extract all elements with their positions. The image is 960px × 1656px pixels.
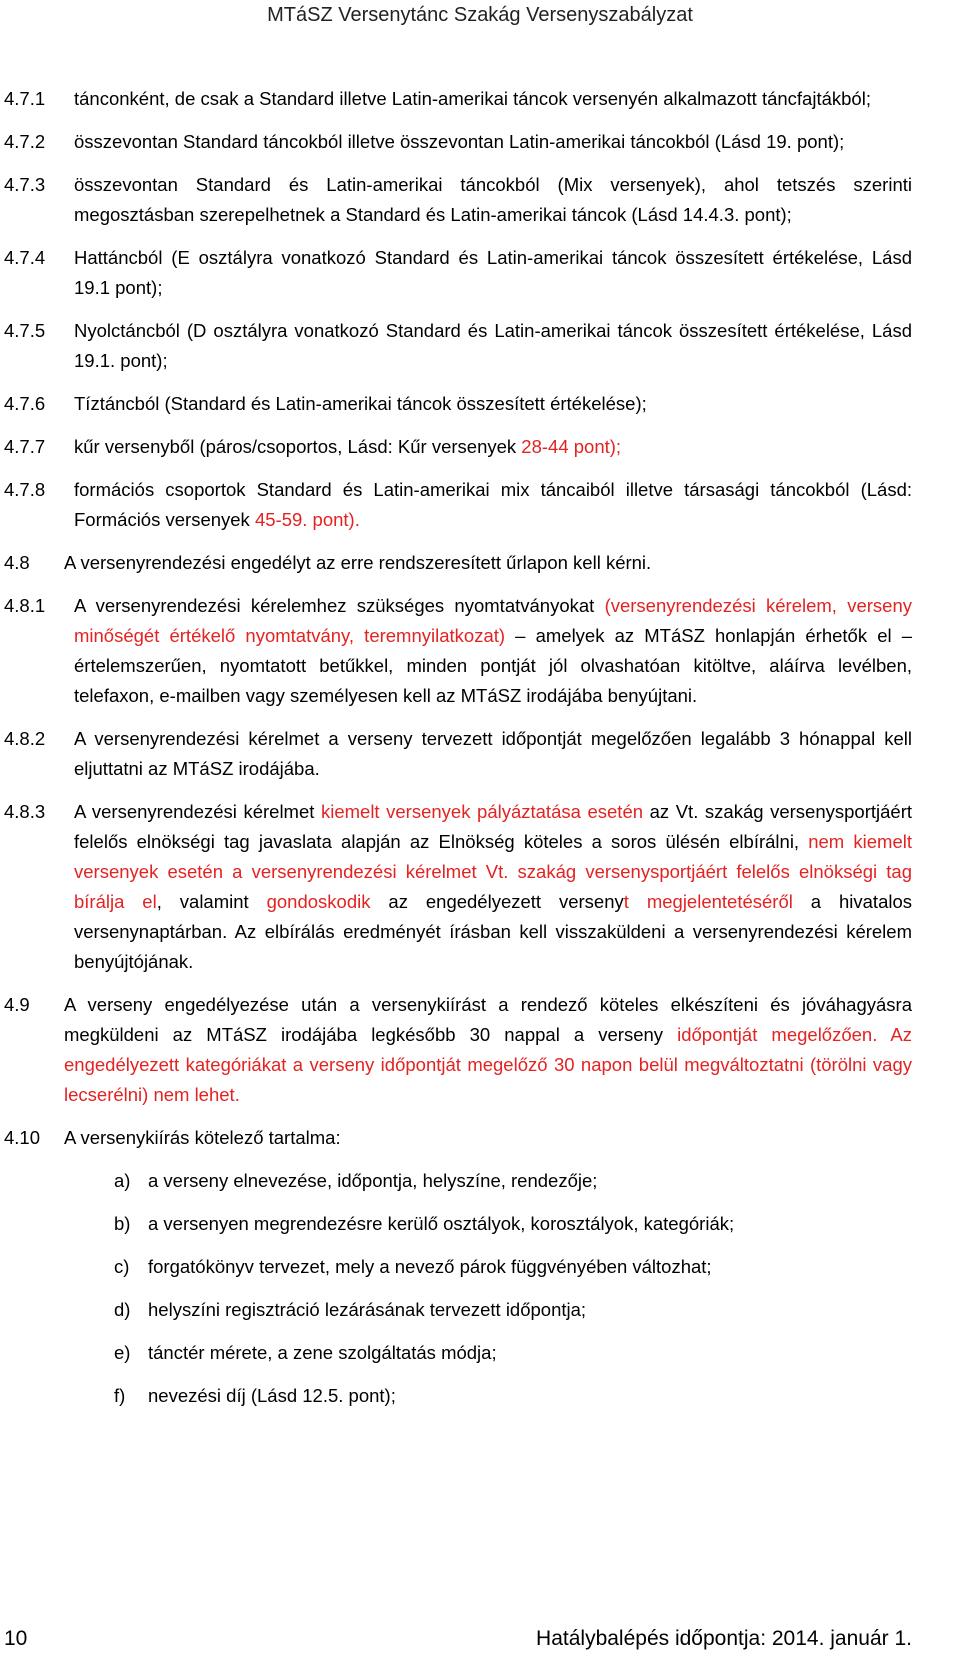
section-text: tánconként, de csak a Standard illetve Latin-amerikai táncok versenyén alkalmazott táncfajtákból; xyxy=(74,88,871,109)
document-title: MTáSZ Versenytánc Szakág Versenyszabályzat xyxy=(267,4,693,26)
list-item xyxy=(0,1166,960,1196)
list-letter: d) xyxy=(114,1299,131,1320)
section-number: 4.8.2 xyxy=(4,728,46,749)
text-part: a hivatalos versenynaptárban. Az elbírálás eredményét írásban kell visszaküldeni a versenyrendezési kérelem benyújtójának. xyxy=(74,891,913,972)
section-number: 4.7.5 xyxy=(4,320,46,341)
text-part: kűr versenyből (páros/csoportos, Lásd: Kűr versenyek xyxy=(74,436,522,457)
paragraph-4-7-2 xyxy=(0,127,960,157)
list-text: a versenyen megrendezésre kerülő osztályok, korosztályok, kategóriák; xyxy=(148,1213,735,1234)
section-text: Nyolctáncból (D osztályra vonatkozó Standard és Latin-amerikai táncok összesített értékelése, Lásd 19.1. pont); xyxy=(74,320,912,371)
list-text: a verseny elnevezése, időpontja, helyszíne, rendezője; xyxy=(148,1170,598,1191)
section-number: 4.8.3 xyxy=(4,801,46,822)
list-letter: e) xyxy=(114,1342,131,1363)
section-number: 4.10 xyxy=(4,1127,41,1148)
section-text xyxy=(74,432,912,462)
section-text: A versenyrendezési engedélyt az erre rendszeresített űrlapon kell kérni. xyxy=(64,552,652,573)
list-item xyxy=(0,1338,960,1368)
highlighted-reference: 45-59. pont). xyxy=(254,509,360,530)
paragraph-4-8 xyxy=(0,548,960,578)
highlighted-text: (versenyrendezési kérelem, verseny minőségét értékelő nyomtatvány, teremnyilatkozat) xyxy=(74,595,912,646)
section-number: 4.7.4 xyxy=(4,247,46,268)
section-text: Hattáncból (E osztályra vonatkozó Standard és Latin-amerikai táncok összesített értékelése, Lásd 19.1 pont); xyxy=(74,247,912,298)
section-number: 4.7.6 xyxy=(4,393,46,414)
section-text: összevontan Standard és Latin-amerikai táncokból (Mix versenyek), ahol tetszés szerinti megosztásban szerepelhetnek a Standard és Latin-amerikai táncok (Lásd 14.4.3. pont); xyxy=(74,174,912,225)
paragraph-4-8-2 xyxy=(0,724,960,784)
list-item xyxy=(0,1381,960,1411)
section-number: 4.8.1 xyxy=(4,595,46,616)
text-part: , valamint xyxy=(156,891,267,912)
section-number: 4.7.1 xyxy=(4,88,46,109)
required-content-list xyxy=(0,1166,960,1411)
paragraph-4-8-3 xyxy=(0,797,960,977)
list-letter: c) xyxy=(114,1256,130,1277)
paragraph-4-7-4 xyxy=(0,243,960,303)
section-number: 4.9 xyxy=(4,994,30,1015)
highlighted-text: kiemelt versenyek pályáztatása esetén xyxy=(320,801,644,822)
text-part: az Vt. szakág versenysportjáért felelős elnökségi tag javaslata alapján az Elnökség köteles a soros ülésén elbírálni, xyxy=(74,801,912,852)
highlighted-text: nem kiemelt versenyek esetén a versenyrendezési kérelmet Vt. szakág versenysportjáért felelős elnökségi tag bírálja el xyxy=(74,831,912,912)
text-part: A versenyrendezési kérelmet xyxy=(74,801,321,822)
section-text xyxy=(74,475,912,535)
page-number: 10 xyxy=(4,1627,28,1650)
list-letter: b) xyxy=(114,1213,131,1234)
section-text: összevontan Standard táncokból illetve összevontan Latin-amerikai táncokból (Lásd 19. pont); xyxy=(74,131,845,152)
list-text: forgatókönyv tervezet, mely a nevező párok függvényében változhat; xyxy=(148,1256,712,1277)
section-text xyxy=(74,591,912,711)
paragraph-4-7-1 xyxy=(0,84,960,114)
text-part: A verseny engedélyezése után a versenykiírást a rendező köteles elkészíteni és jóváhagyásra megküldeni az MTáSZ irodájába legkésőbb 30 nappal a verseny xyxy=(64,994,912,1045)
section-number: 4.8 xyxy=(4,552,30,573)
text-part: A versenyrendezési kérelemhez szükséges nyomtatványokat xyxy=(74,595,605,616)
list-text: helyszíni regisztráció lezárásának tervezett időpontja; xyxy=(148,1299,587,1320)
text-part: formációs csoportok Standard és Latin-amerikai mix táncaiból illetve társasági táncokból (Lásd: Formációs versenyek xyxy=(74,479,912,530)
text-part: – amelyek az MTáSZ honlapján érhetők el – értelemszerűen, nyomtatott betűkkel, minden pontját jól olvashatóan kitöltve, aláírva levélben, telefaxon, e-mailben vagy személyesen kell az MTáSZ irodájába benyújtani. xyxy=(74,625,912,706)
document-body xyxy=(0,84,960,1424)
paragraph-4-9 xyxy=(0,990,960,1110)
section-number: 4.7.2 xyxy=(4,131,46,152)
list-letter: f) xyxy=(114,1385,126,1406)
section-text xyxy=(74,797,912,977)
list-text: tánctér mérete, a zene szolgáltatás módja; xyxy=(148,1342,497,1363)
section-number: 4.7.8 xyxy=(4,479,46,500)
paragraph-4-7-8 xyxy=(0,475,960,535)
highlighted-reference: 28-44 pont); xyxy=(521,436,622,457)
paragraph-4-7-3 xyxy=(0,170,960,230)
highlighted-text: t megjelentetéséről xyxy=(623,891,793,912)
highlighted-text: gondoskodik xyxy=(266,891,371,912)
paragraph-4-8-1 xyxy=(0,591,960,711)
list-item xyxy=(0,1252,960,1282)
paragraph-4-7-6 xyxy=(0,389,960,419)
section-number: 4.7.3 xyxy=(4,174,46,195)
paragraph-4-7-5 xyxy=(0,316,960,376)
list-letter: a) xyxy=(114,1170,131,1191)
section-text: Tíztáncból (Standard és Latin-amerikai táncok összesített értékelése); xyxy=(74,393,647,414)
highlighted-text: időpontját megelőzően. Az engedélyezett kategóriákat a verseny időpontját megelőző 30 napon belül megváltoztatni (törölni vagy lecserélni) nem lehet. xyxy=(64,1024,912,1105)
text-part: az engedélyezett verseny xyxy=(370,891,624,912)
list-item xyxy=(0,1209,960,1239)
page-footer xyxy=(0,1624,960,1654)
effective-date: Hatálybalépés időpontja: 2014. január 1. xyxy=(536,1627,912,1650)
paragraph-4-7-7 xyxy=(0,432,960,462)
paragraph-4-10 xyxy=(0,1123,960,1153)
list-text: nevezési díj (Lásd 12.5. pont); xyxy=(148,1385,396,1406)
section-text: A versenyrendezési kérelmet a verseny tervezett időpontját megelőzően legalább 3 hónappal kell eljuttatni az MTáSZ irodájába. xyxy=(74,728,912,779)
section-number: 4.7.7 xyxy=(4,436,46,457)
section-text xyxy=(64,990,912,1110)
page-header xyxy=(0,0,960,34)
section-text: A versenykiírás kötelező tartalma: xyxy=(64,1127,341,1148)
list-item xyxy=(0,1295,960,1325)
